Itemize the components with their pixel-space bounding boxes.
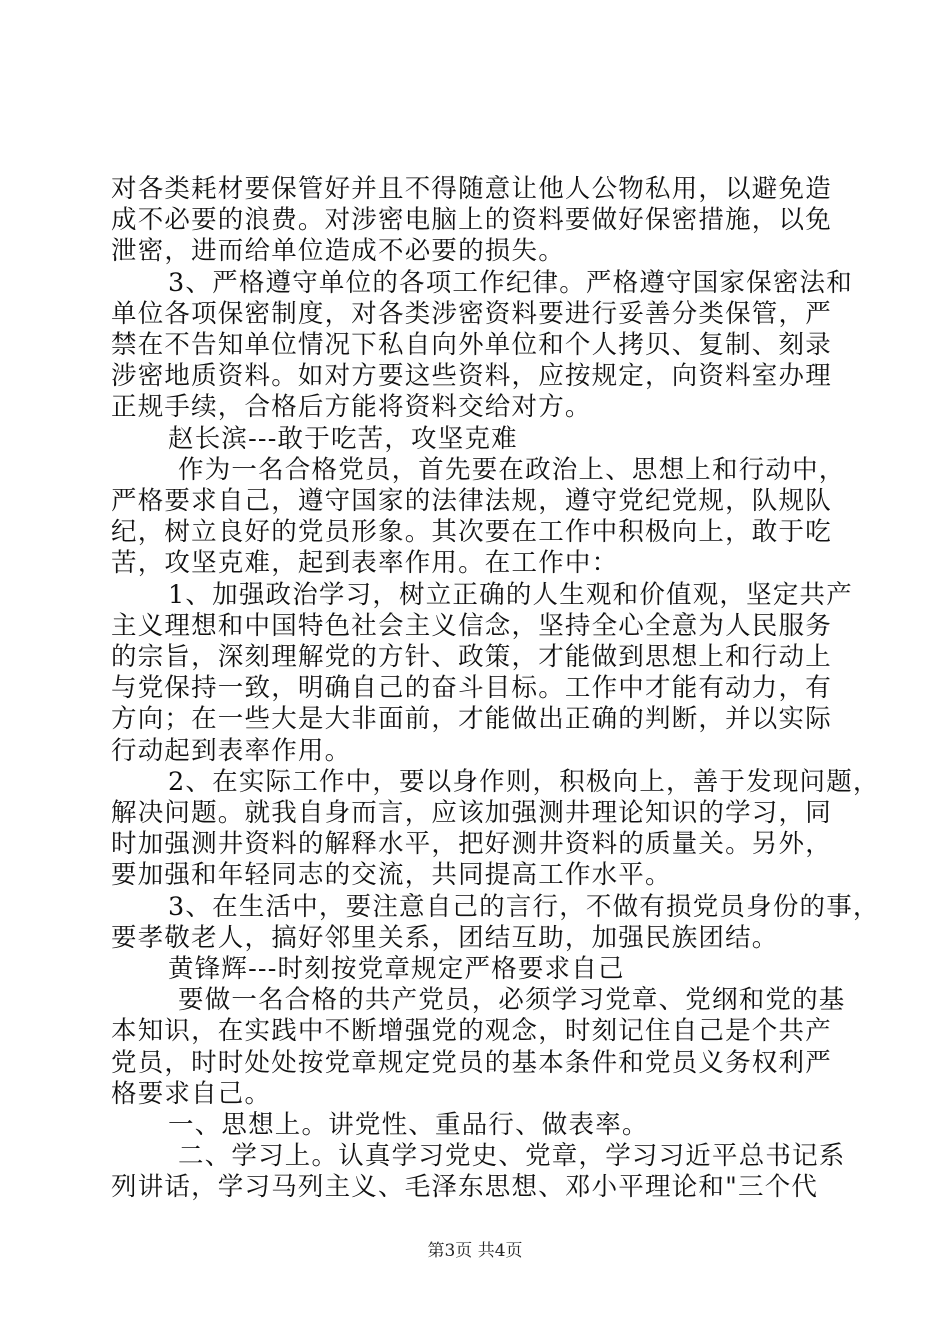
body-line: 主义理想和中国特色社会主义信念，坚持全心全意为人民服务	[111, 610, 832, 641]
body-line: 泄密，进而给单位造成不必要的损失。	[111, 236, 565, 267]
list-item-line: 一、思想上。讲党性、重品行、做表率。	[168, 1110, 649, 1140]
body-line: 本知识，在实践中不断增强党的观念，时刻记住自己是个共产	[111, 1016, 832, 1047]
paragraph-first-line: 要做一名合格的共产党员，必须学习党章、党纲和党的基	[178, 985, 846, 1016]
section-heading: 赵长滨---敢于吃苦，攻坚克难	[168, 423, 518, 454]
body-line: 涉密地质资料。如对方要这些资料，应按规定，向资料室办理	[111, 361, 832, 392]
body-line: 解决问题。就我自身而言，应该加强测井理论知识的学习，同	[111, 798, 832, 828]
body-line: 党员，时时处处按党章规定党员的基本条件和党员义务权利严	[111, 1047, 832, 1078]
body-line: 严格要求自己，遵守国家的法律法规，遵守党纪党规，队规队	[111, 486, 832, 516]
numbered-paragraph-line: 2、在实际工作中，要以身作则，积极向上，善于发现问题，	[168, 766, 880, 797]
body-line: 格要求自己。	[111, 1078, 272, 1109]
body-line: 的宗旨，深刻理解党的方针、政策，才能做到思想上和行动上	[111, 642, 832, 672]
body-line: 时加强测井资料的解释水平，把好测井资料的质量关。另外，	[111, 829, 832, 860]
body-line: 列讲话，学习马列主义、毛泽东思想、邓小平理论和"三个代	[111, 1172, 819, 1203]
body-line: 成不必要的浪费。对涉密电脑上的资料要做好保密措施，以免	[111, 205, 832, 236]
body-line: 苦，攻坚克难，起到表率作用。在工作中：	[111, 548, 619, 579]
body-line: 对各类耗材要保管好并且不得随意让他人公物私用，以避免造	[111, 174, 832, 204]
numbered-paragraph-line: 3、严格遵守单位的各项工作纪律。严格遵守国家保密法和	[168, 267, 853, 298]
body-line: 与党保持一致，明确自己的奋斗目标。工作中才能有动力，有	[111, 673, 832, 704]
body-line: 禁在不告知单位情况下私自向外单位和个人拷贝、复制、刻录	[111, 330, 832, 360]
numbered-paragraph-line: 1、加强政治学习，树立正确的人生观和价值观，坚定共产	[168, 579, 853, 610]
body-line: 方向；在一些大是大非面前，才能做出正确的判断，并以实际	[111, 704, 832, 735]
page-footer: 第3页 共4页	[427, 1241, 523, 1261]
list-item-line: 二、学习上。认真学习党史、党章，学习习近平总书记系	[178, 1141, 846, 1172]
body-line: 纪，树立良好的党员形象。其次要在工作中积极向上，敢于吃	[111, 517, 832, 548]
body-line: 行动起到表率作用。	[111, 735, 352, 766]
body-line: 要加强和年轻同志的交流，共同提高工作水平。	[111, 860, 672, 891]
body-line: 单位各项保密制度，对各类涉密资料要进行妥善分类保管，严	[111, 298, 832, 329]
body-line: 正规手续，合格后方能将资料交给对方。	[111, 392, 592, 423]
paragraph-first-line: 作为一名合格党员，首先要在政治上、思想上和行动中，	[178, 454, 846, 485]
section-heading: 黄锋辉---时刻按党章规定严格要求自己	[168, 954, 625, 984]
numbered-paragraph-line: 3、在生活中，要注意自己的言行，不做有损党员身份的事，	[168, 891, 880, 922]
body-line: 要孝敬老人，搞好邻里关系，团结互助，加强民族团结。	[111, 922, 779, 953]
